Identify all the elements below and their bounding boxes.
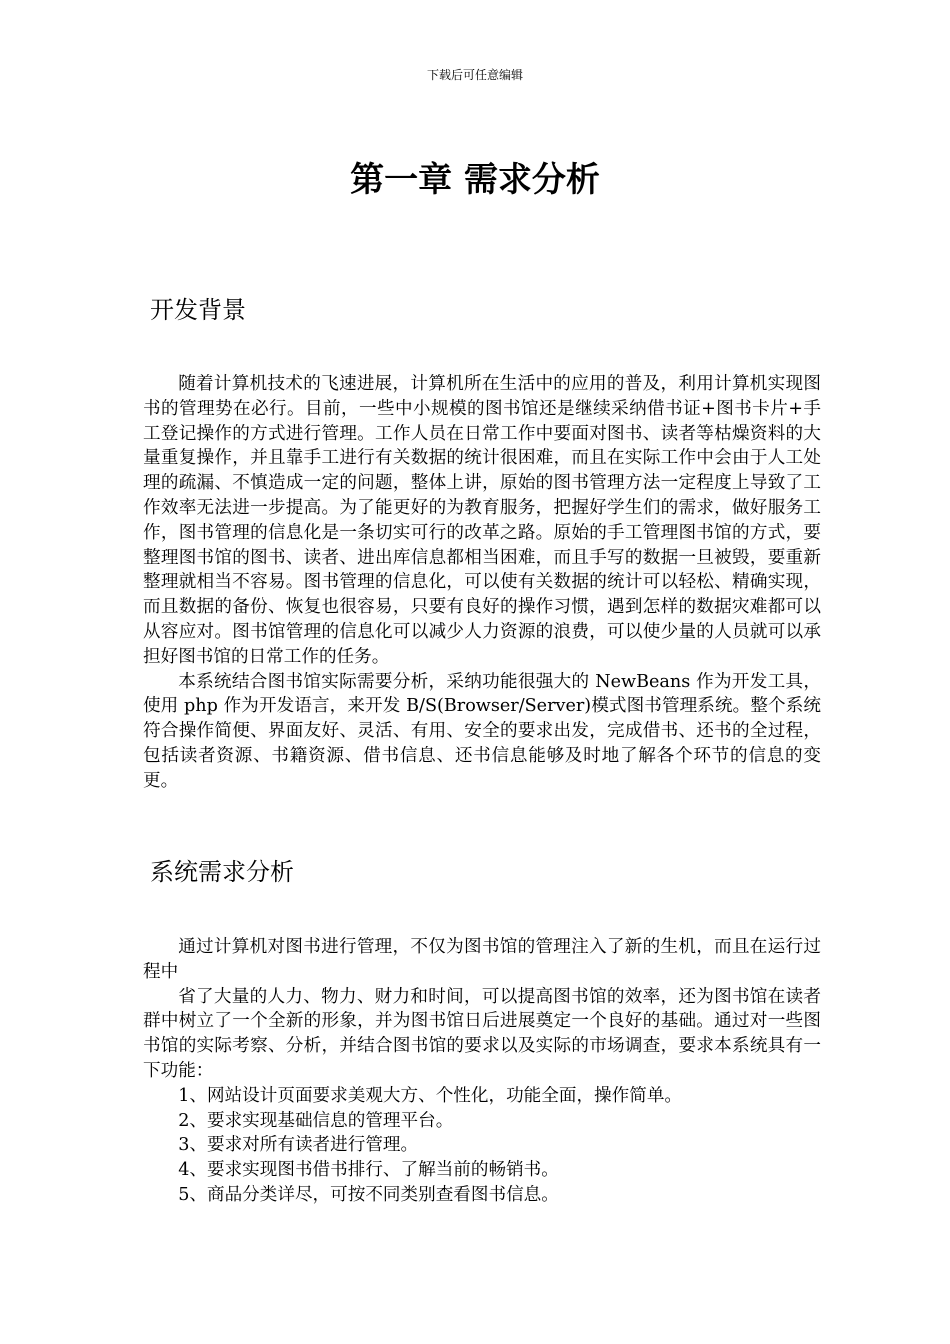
requirements-body	[143, 935, 821, 1208]
list-item: 3、要求对所有读者进行管理。	[178, 1135, 419, 1156]
background-body	[143, 372, 821, 794]
list-item: 5、商品分类详尽，可按不同类别查看图书信息。	[178, 1184, 559, 1205]
requirements-list	[143, 1084, 821, 1208]
list-item: 2、要求实现基础信息的管理平台。	[178, 1110, 454, 1131]
background-paragraph: 本系统结合图书馆实际需要分析，采纳功能很强大的 NewBeans 作为开发工具，使用 php 作为开发语言，来开发 B/S(Browser/Server)模式图书管理系统。整个系统符合操作简便、界面友好、灵活、有用、安全的要求出发，完成借书、还书的全过程，包括读者资源、书籍资源、借书信息、还书信息能够及时地了解各个环节的信息的变更。	[143, 671, 821, 791]
requirements-paragraph: 省了大量的人力、物力、财力和时间，可以提高图书馆的效率，还为图书馆在读者群中树立了一个全新的形象，并为图书馆日后进展奠定一个良好的基础。通过对一些图书馆的实际考察、分析，并结合图书馆的要求以及实际的市场调查，要求本系统具有一下功能：	[143, 986, 821, 1081]
list-item: 4、要求实现图书借书排行、了解当前的畅销书。	[178, 1160, 559, 1181]
list-item: 1、网站设计页面要求美观大方、个性化，功能全面，操作简单。	[178, 1085, 683, 1106]
chapter-title: 第一章 需求分析	[350, 160, 600, 200]
background-paragraph: 随着计算机技术的飞速进展，计算机所在生活中的应用的普及，利用计算机实现图书的管理势在必行。目前，一些中小规模的图书馆还是继续采纳借书证+图书卡片+手工登记操作的方式进行管理。工作人员在日常工作中要面对图书、读者等枯燥资料的大量重复操作，并且靠手工进行有关数据的统计很困难，而且在实际工作中会由于人工处理的疏漏、不慎造成一定的问题，整体上讲，原始的图书管理方法一定程度上导致了工作效率无法进一步提高。为了能更好的为教育服务，把握好学生们的需求，做好服务工作，图书管理的信息化是一条切实可行的改革之路。原始的手工管理图书馆的方式，要整理图书馆的图书、读者、进出库信息都相当困难，而且手写的数据一旦被毁，要重新整理就相当不容易。图书管理的信息化，可以使有关数据的统计可以轻松、精确实现，而且数据的备份、恢复也很容易，只要有良好的操作习惯，遇到怎样的数据灾难都可以从容应对。图书馆管理的信息化可以减少人力资源的浪费，可以使少量的人员就可以承担好图书馆的日常工作的任务。	[143, 374, 821, 667]
requirements-paragraph: 通过计算机对图书进行管理，不仅为图书馆的管理注入了新的生机，而且在运行过程中	[143, 937, 821, 982]
section-heading-background: 开发背景	[150, 296, 246, 324]
page-header: 下载后可任意编辑	[426, 68, 523, 82]
section-heading-requirements: 系统需求分析	[150, 858, 294, 886]
